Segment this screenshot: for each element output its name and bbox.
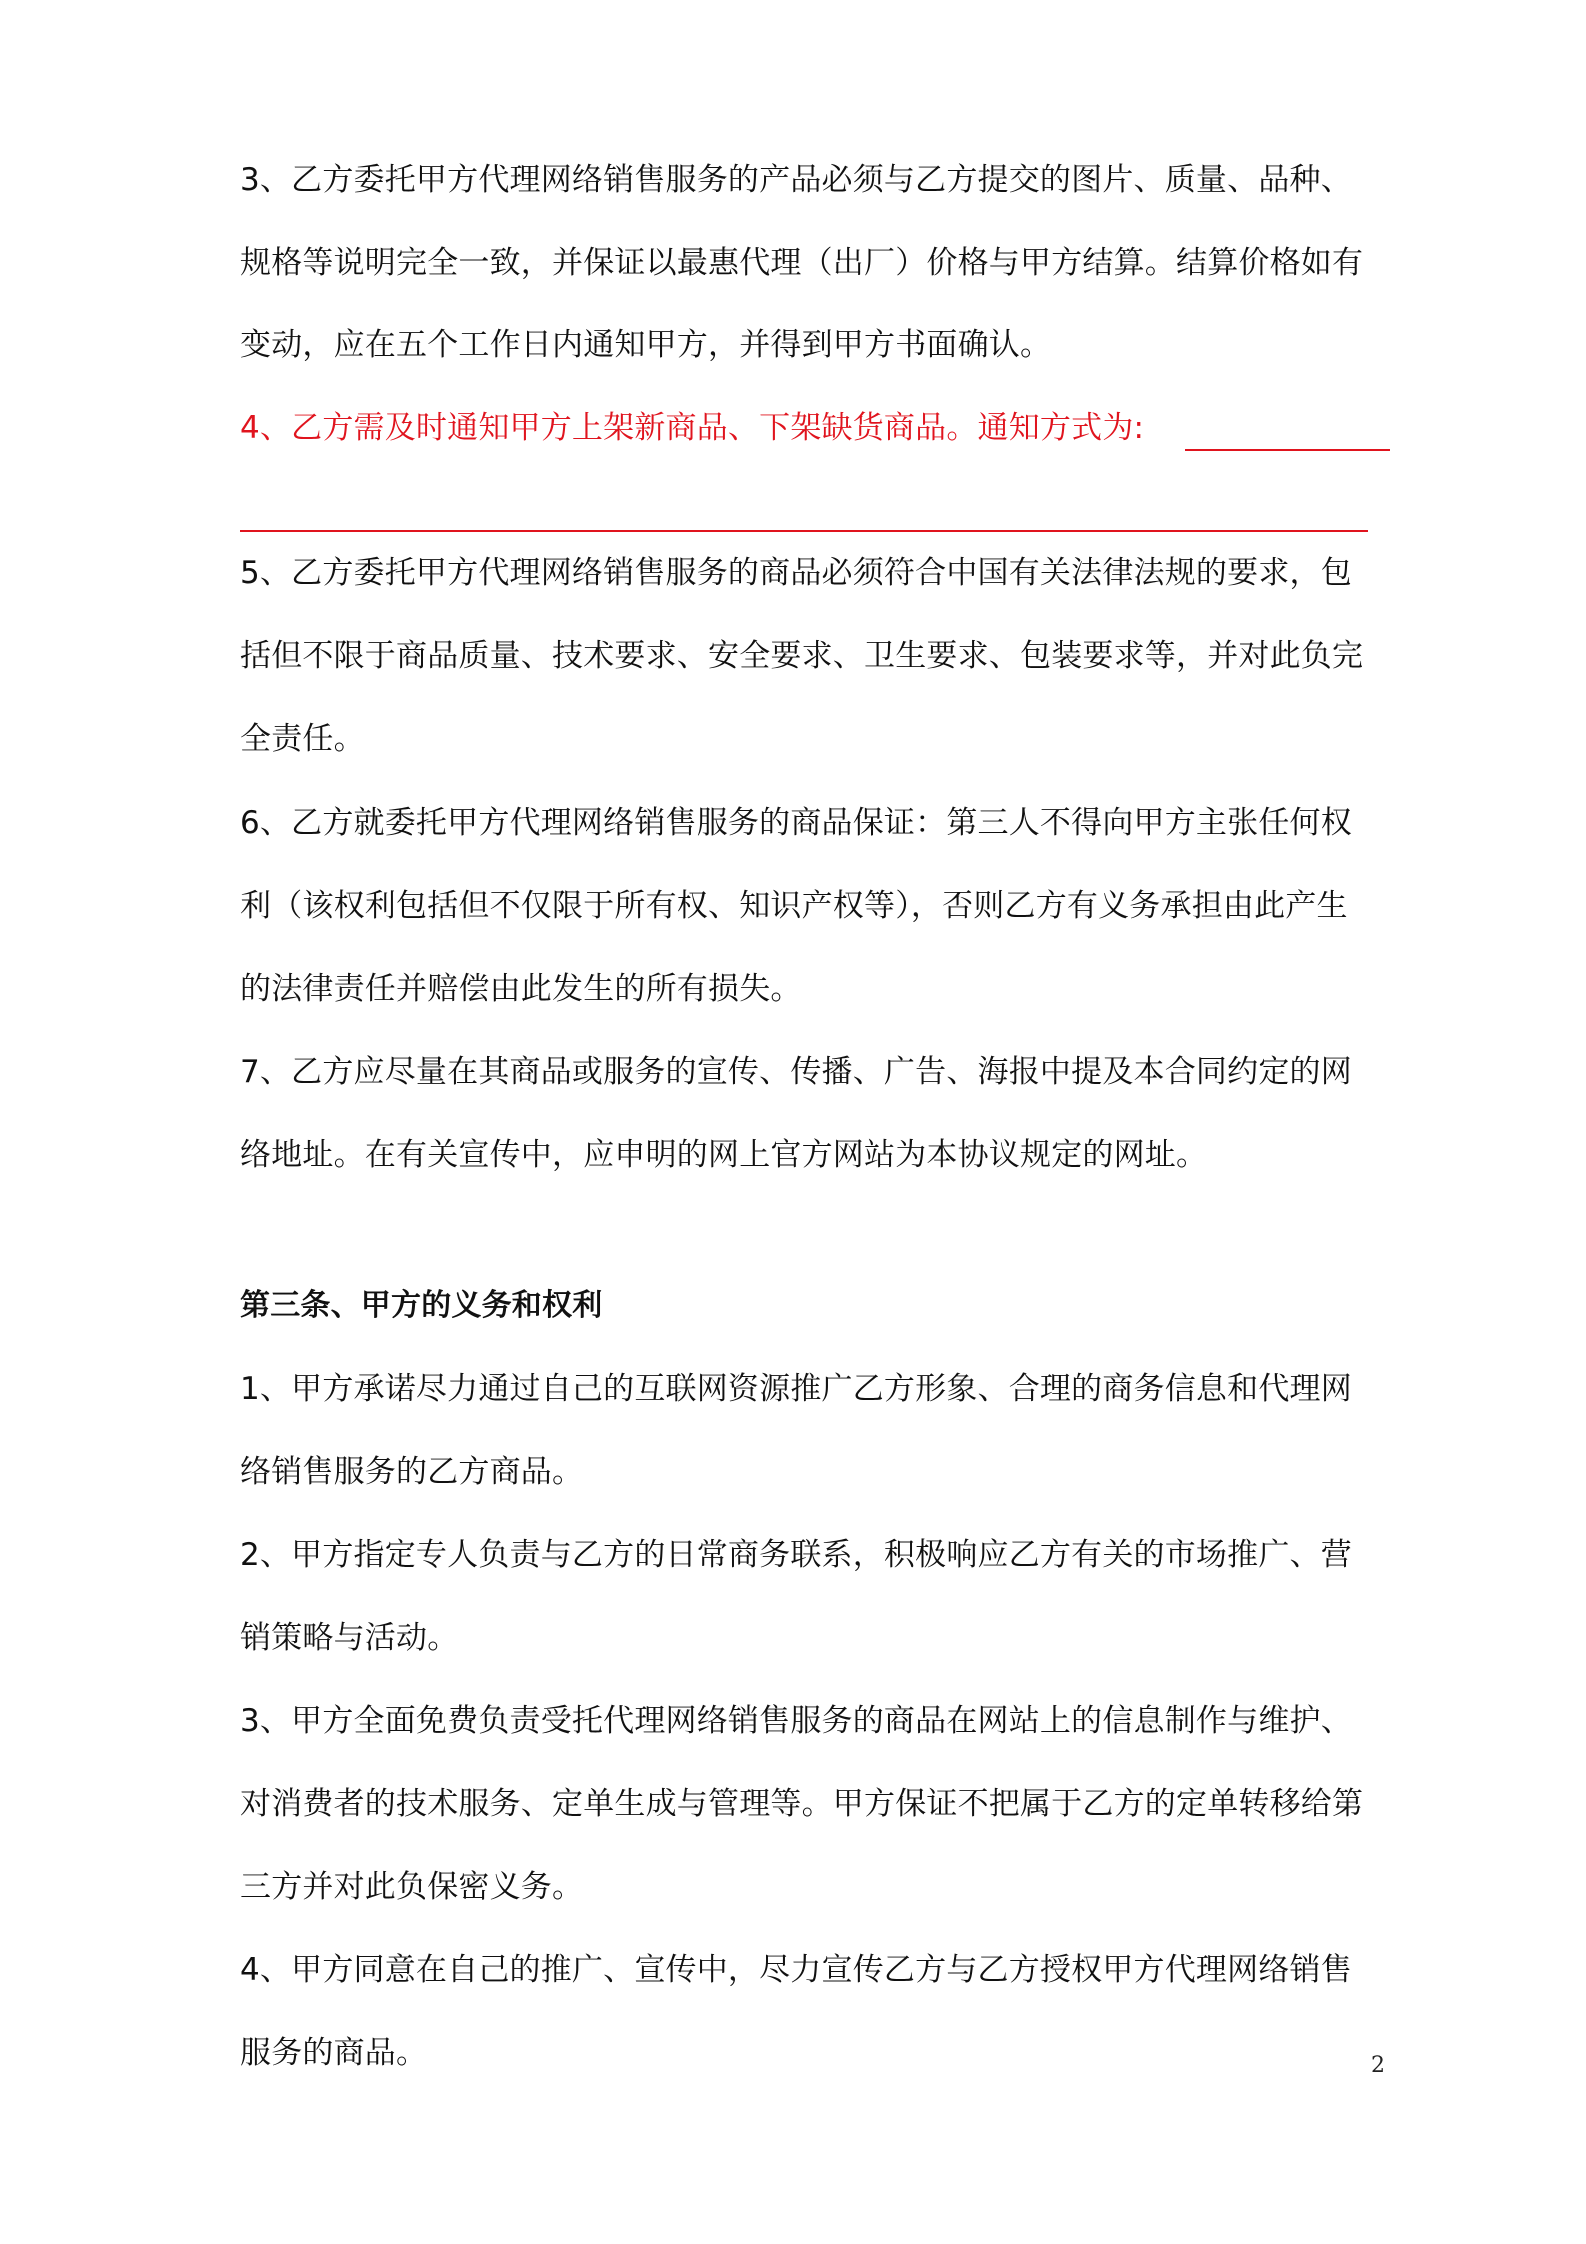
item6-line2: 利（该权利包括但不仅限于所有权、知识产权等），否则乙方有义务承担由此产生 <box>240 888 1348 924</box>
item6-line3: 的法律责任并赔偿由此发生的所有损失。 <box>240 971 802 1007</box>
a3-item1-line2: 络销售服务的乙方商品。 <box>240 1454 584 1490</box>
item7-line1: 7、乙方应尽量在其商品或服务的宣传、传播、广告、海报中提及本合同约定的网 <box>240 1054 1352 1090</box>
notice-method-blank-line-1 <box>1185 449 1390 451</box>
article3-heading: 第三条、甲方的义务和权利 <box>240 1288 603 1323</box>
item7-line2: 络地址。在有关宣传中，应申明的网上官方网站为本协议规定的网址。 <box>240 1137 1208 1173</box>
page-number: 2 <box>1371 2053 1385 2078</box>
item6-line1: 6、乙方就委托甲方代理网络销售服务的商品保证：第三人不得向甲方主张任何权 <box>240 805 1352 841</box>
item5-line2: 括但不限于商品质量、技术要求、安全要求、卫生要求、包装要求等，并对此负完 <box>240 638 1364 674</box>
a3-item2-line1: 2、甲方指定专人负责与乙方的日常商务联系，积极响应乙方有关的市场推广、营 <box>240 1537 1352 1573</box>
item5-line3: 全责任。 <box>240 721 365 757</box>
a3-item3-line2: 对消费者的技术服务、定单生成与管理等。甲方保证不把属于乙方的定单转移给第 <box>240 1786 1364 1822</box>
a3-item3-line1: 3、甲方全面免费负责受托代理网络销售服务的商品在网站上的信息制作与维护、 <box>240 1703 1352 1739</box>
a3-item4-line1: 4、甲方同意在自己的推广、宣传中，尽力宣传乙方与乙方授权甲方代理网络销售 <box>240 1952 1352 1988</box>
a3-item1-line1: 1、甲方承诺尽力通过自己的互联网资源推广乙方形象、合理的商务信息和代理网 <box>240 1371 1352 1407</box>
a3-item3-line3: 三方并对此负保密义务。 <box>240 1869 584 1905</box>
a3-item4-line2: 服务的商品。 <box>240 2035 428 2071</box>
item3-line3: 变动，应在五个工作日内通知甲方，并得到甲方书面确认。 <box>240 327 1052 363</box>
item5-line1: 5、乙方委托甲方代理网络销售服务的商品必须符合中国有关法律法规的要求，包 <box>240 555 1352 591</box>
item3-line1: 3、乙方委托甲方代理网络销售服务的产品必须与乙方提交的图片、质量、品种、 <box>240 162 1352 198</box>
notice-method-blank-line-2 <box>240 530 1368 532</box>
item4-line1: 4、乙方需及时通知甲方上架新商品、下架缺货商品。通知方式为: <box>240 410 1145 446</box>
a3-item2-line2: 销策略与活动。 <box>240 1620 459 1656</box>
item3-line2: 规格等说明完全一致，并保证以最惠代理（出厂）价格与甲方结算。结算价格如有 <box>240 245 1364 281</box>
